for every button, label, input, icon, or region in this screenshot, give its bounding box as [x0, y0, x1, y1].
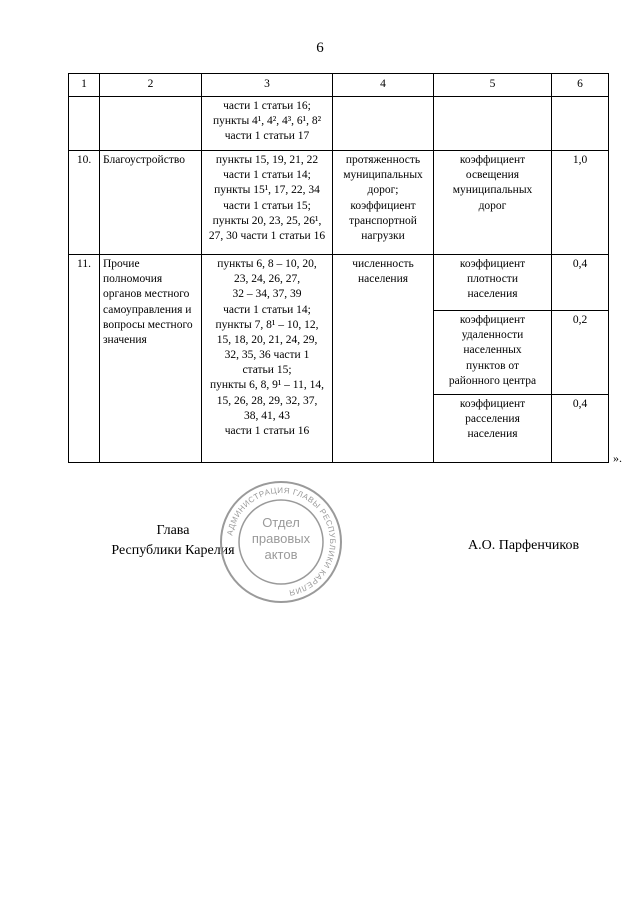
text-line: муниципальных [452, 184, 533, 197]
closing-quote-mark: ». [613, 451, 622, 465]
text-line: дорог [478, 199, 507, 212]
text-line: статьи 15; [242, 364, 292, 377]
text-line: коэффициент [350, 199, 416, 212]
text-line: транспортной [349, 214, 417, 227]
header-cell: 1 [69, 74, 100, 97]
text-line: пункты 6, 8, 9¹ – 11, 14, [209, 379, 325, 392]
table-cell-weight: 0,4 [552, 395, 609, 463]
text-line: нагрузки [361, 229, 405, 242]
allocation-table [68, 73, 609, 463]
table-cell-weight: 0,2 [552, 311, 609, 395]
text-line: муниципальных [343, 169, 423, 182]
text-line: плотности [467, 273, 518, 286]
table-cell-indicator [333, 151, 434, 255]
table-row-continuation [69, 97, 609, 151]
text-line: части 1 статьи 16 [224, 424, 310, 437]
text-line: населения [467, 428, 518, 441]
text-line: дорог; [367, 184, 399, 197]
table-cell [333, 97, 434, 151]
row-number: 10. [69, 151, 100, 255]
table-header-row [69, 74, 609, 97]
table-row [69, 151, 609, 255]
text-line: освещения [465, 169, 520, 182]
table-cell-coefficient [434, 255, 552, 311]
row-number: 11. [69, 255, 100, 463]
table-cell [69, 97, 100, 151]
stamp-line: актов [264, 547, 298, 562]
header-cell: 3 [202, 74, 333, 97]
header-cell: 4 [333, 74, 434, 97]
signatory-title-line: Глава [156, 523, 190, 538]
table-cell-weight: 0,4 [552, 255, 609, 311]
table-cell-articles [202, 255, 333, 463]
text-line: 32 – 34, 37, 39 [232, 288, 302, 301]
text-line: 27, 30 части 1 статьи 16 [208, 229, 326, 242]
text-line: населения [357, 273, 409, 286]
stamp-line: Отдел [262, 515, 300, 530]
text-line: части 1 статьи 16; [223, 100, 311, 112]
table-cell-weight: 1,0 [552, 151, 609, 255]
signatory-title-line: Республики Карелия [111, 543, 235, 559]
text-line: 15, 18, 20, 21, 24, 29, [216, 333, 318, 346]
header-cell: 2 [100, 74, 202, 97]
row-name: Благоустройство [100, 151, 202, 255]
text-line: коэффициент [459, 258, 526, 270]
text-line: коэффициент [459, 154, 526, 166]
text-line: районного центра [448, 374, 537, 387]
table-cell-indicator [333, 255, 434, 463]
text-line: части 1 статьи 17 [224, 130, 310, 143]
text-line: населенных [463, 344, 522, 357]
text-line: пункты 7, 8¹ – 10, 12, [215, 318, 319, 331]
stamp-ring-text: АДМИНИСТРАЦИЯ ГЛАВЫ РЕСПУБЛИКИ КАРЕЛИЯ [225, 485, 338, 598]
table-cell-coefficient [434, 311, 552, 395]
text-line: части 1 статьи 15; [223, 199, 311, 212]
table-cell [434, 97, 552, 151]
text-line: коэффициент [459, 314, 526, 326]
text-line: 32, 35, 36 части 1 [224, 349, 310, 362]
text-line: части 1 статьи 14; [223, 169, 311, 182]
row-name: Прочие полномочия органов местного самоуправления и вопросы местного значения [100, 255, 202, 463]
table-cell-coefficient [434, 395, 552, 463]
table-cell-articles [202, 151, 333, 255]
page-number: 6 [316, 40, 324, 56]
header-cell: 6 [552, 74, 609, 97]
official-stamp [218, 479, 344, 605]
stamp-line: правовых [251, 531, 311, 546]
text-line: 23, 24, 26, 27, [233, 273, 301, 286]
table-cell [100, 97, 202, 151]
text-line: расселения [465, 413, 520, 426]
text-line: 38, 41, 43 [244, 409, 290, 422]
text-line: коэффициент [459, 398, 526, 410]
text-line: пункты 15¹, 17, 22, 34 [214, 184, 320, 197]
table-cell-coefficient [434, 151, 552, 255]
table-row [69, 255, 609, 311]
text-line: пункты 15, 19, 21, 22 [215, 154, 319, 166]
table-cell-articles [202, 97, 333, 151]
signatory-name: А.О. Парфенчиков [468, 538, 580, 553]
text-line: 15, 26, 28, 29, 32, 37, [216, 394, 318, 407]
header-cell: 5 [434, 74, 552, 97]
text-line: пункты 4¹, 4², 4³, 6¹, 8² [212, 115, 322, 128]
text-line: пункты 20, 23, 25, 26¹, [212, 214, 322, 227]
text-line: удаленности [461, 329, 524, 342]
text-line: численность [352, 258, 414, 270]
text-line: протяженность [345, 154, 421, 166]
text-line: части 1 статьи 14; [223, 303, 311, 316]
text-line: пункты 6, 8 – 10, 20, [217, 258, 317, 270]
text-line: пунктов от [465, 359, 520, 372]
table-cell [552, 97, 609, 151]
text-line: населения [467, 288, 518, 301]
